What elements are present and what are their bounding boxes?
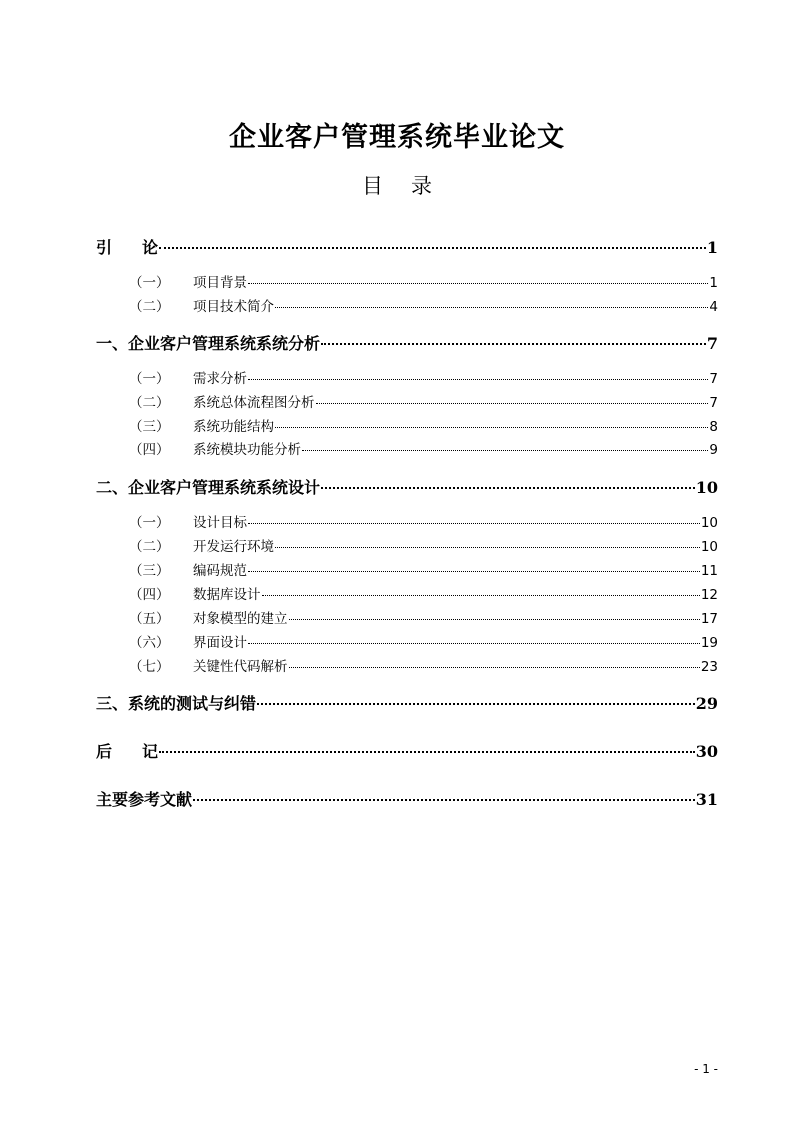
toc-entry-references[interactable] bbox=[96, 788, 718, 812]
toc-entry-page: 4 bbox=[709, 299, 718, 315]
toc-entry-sub[interactable] bbox=[129, 585, 718, 605]
dot-leader bbox=[275, 546, 700, 548]
dot-leader bbox=[275, 306, 708, 308]
toc-entry-chapter[interactable] bbox=[96, 332, 718, 356]
toc-label-char: 引 bbox=[96, 238, 113, 257]
toc-entry-number: （四） bbox=[129, 442, 170, 458]
toc-entry-page: 9 bbox=[709, 442, 718, 458]
toc-entry-chapter[interactable] bbox=[96, 476, 718, 500]
toc-entry-label: 设计目标 bbox=[193, 515, 247, 531]
toc-entry-label: 项目背景 bbox=[193, 275, 247, 291]
toc-entry-sub[interactable] bbox=[129, 657, 718, 677]
dot-leader bbox=[321, 485, 695, 489]
toc-entry-number: （四） bbox=[129, 587, 170, 603]
toc-entry-number: （一） bbox=[129, 371, 170, 387]
toc-entry-label: 主要参考文献 bbox=[96, 790, 193, 809]
toc-entry-number: （二） bbox=[129, 539, 170, 555]
dot-leader bbox=[248, 642, 700, 644]
dot-leader bbox=[321, 341, 706, 345]
toc-entry-page: 1 bbox=[706, 238, 718, 257]
toc-entry-sub[interactable] bbox=[129, 393, 718, 413]
toc-entry-page: 7 bbox=[709, 371, 718, 387]
dot-leader bbox=[257, 701, 695, 705]
toc-entry-page: 29 bbox=[695, 694, 718, 713]
toc-entry-sub[interactable] bbox=[129, 609, 718, 629]
toc-entry-page: 10 bbox=[700, 539, 718, 555]
toc-entry-postscript[interactable] bbox=[96, 740, 718, 764]
toc-entry-number: （三） bbox=[129, 563, 170, 579]
toc-entry-label: 对象模型的建立 bbox=[193, 611, 288, 627]
dot-leader bbox=[275, 426, 708, 428]
dot-leader bbox=[289, 618, 700, 620]
document-title: 企业客户管理系统毕业论文 bbox=[229, 122, 565, 153]
toc-entry-number: （六） bbox=[129, 635, 170, 651]
toc-entry-label: 三、系统的测试与纠错 bbox=[96, 694, 257, 713]
toc-entry-label: 需求分析 bbox=[193, 371, 247, 387]
toc-entry-number: （七） bbox=[129, 659, 170, 675]
toc-entry-page: 7 bbox=[709, 395, 718, 411]
toc-entry-sub[interactable] bbox=[129, 369, 718, 389]
toc-label-char: 后 bbox=[96, 742, 113, 761]
toc-entry-label bbox=[96, 236, 158, 260]
toc-entry-introduction[interactable] bbox=[96, 236, 718, 260]
toc-entry-label: 一、企业客户管理系统系统分析 bbox=[96, 334, 321, 353]
toc-label-char: 论 bbox=[142, 238, 159, 257]
dot-leader bbox=[159, 245, 706, 249]
toc-entry-sub[interactable] bbox=[129, 417, 718, 437]
dot-leader bbox=[289, 666, 700, 668]
dot-leader bbox=[248, 378, 708, 380]
toc-entry-number: （五） bbox=[129, 611, 170, 627]
dot-leader bbox=[248, 522, 700, 524]
toc-entry-sub[interactable] bbox=[129, 561, 718, 581]
toc-entry-label: 二、企业客户管理系统系统设计 bbox=[96, 478, 321, 497]
toc-entry-number: （一） bbox=[129, 515, 170, 531]
toc-entry-sub[interactable] bbox=[129, 297, 718, 317]
toc-entry-label: 系统总体流程图分析 bbox=[193, 395, 315, 411]
toc-entry-page: 17 bbox=[700, 611, 718, 627]
dot-leader bbox=[159, 749, 695, 753]
toc-entry-label: 项目技术简介 bbox=[193, 299, 274, 315]
toc-entry-page: 30 bbox=[695, 742, 718, 761]
toc-entry-label: 界面设计 bbox=[193, 635, 247, 651]
toc-entry-number: （二） bbox=[129, 395, 170, 411]
toc-entry-page: 19 bbox=[700, 635, 718, 651]
toc-entry-number: （二） bbox=[129, 299, 170, 315]
toc-entry-number: （一） bbox=[129, 275, 170, 291]
toc-entry-page: 7 bbox=[706, 334, 718, 353]
toc-heading-char: 录 bbox=[411, 174, 432, 198]
toc-entry-label: 编码规范 bbox=[193, 563, 247, 579]
toc-entry-page: 12 bbox=[700, 587, 718, 603]
toc-entry-label: 开发运行环境 bbox=[193, 539, 274, 555]
toc-heading-char: 目 bbox=[362, 174, 383, 198]
toc-entry-label: 关键性代码解析 bbox=[193, 659, 288, 675]
dot-leader bbox=[248, 282, 708, 284]
toc-entry-sub[interactable] bbox=[129, 440, 718, 460]
toc-entry-page: 8 bbox=[709, 419, 718, 435]
dot-leader bbox=[248, 570, 700, 572]
toc-entry-sub[interactable] bbox=[129, 273, 718, 293]
toc-entry-page: 31 bbox=[695, 790, 718, 809]
dot-leader bbox=[316, 402, 709, 404]
toc-entry-label: 系统模块功能分析 bbox=[193, 442, 301, 458]
toc-entry-page: 23 bbox=[700, 659, 718, 675]
toc-entry-number: （三） bbox=[129, 419, 170, 435]
toc-entry-page: 10 bbox=[695, 478, 718, 497]
toc-entry-sub[interactable] bbox=[129, 633, 718, 653]
toc-entry-sub[interactable] bbox=[129, 513, 718, 533]
toc-entry-page: 11 bbox=[700, 563, 718, 579]
toc-entry-page: 10 bbox=[700, 515, 718, 531]
toc-entry-label: 系统功能结构 bbox=[193, 419, 274, 435]
toc-entry-chapter[interactable] bbox=[96, 692, 718, 716]
page-number: - 1 - bbox=[694, 1062, 718, 1076]
dot-leader bbox=[302, 449, 708, 451]
dot-leader bbox=[262, 594, 700, 596]
toc-entry-label: 数据库设计 bbox=[193, 587, 261, 603]
toc-entry-sub[interactable] bbox=[129, 537, 718, 557]
dot-leader bbox=[193, 797, 695, 801]
toc-entry-page: 1 bbox=[709, 275, 718, 291]
toc-entry-label bbox=[96, 740, 158, 764]
toc-label-char: 记 bbox=[142, 742, 159, 761]
